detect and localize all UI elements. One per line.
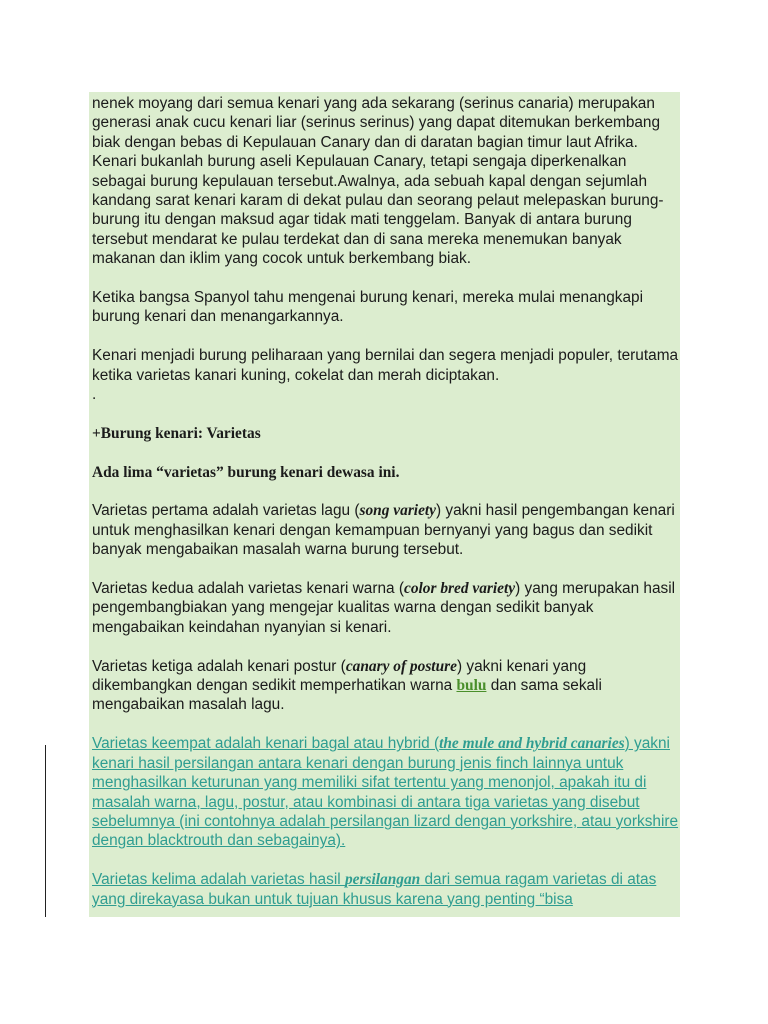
variety-3-text-a: Varietas ketiga adalah kenari postur ( <box>92 657 346 675</box>
variety-5-term: persilangan <box>344 871 421 889</box>
bulu-link[interactable]: bulu <box>456 677 487 695</box>
variety-2-term: color bred variety <box>403 580 516 598</box>
paragraph-variety-5-link[interactable] <box>92 870 680 909</box>
paragraph-spanish: Ketika bangsa Spanyol tahu mengenai burung kenari, mereka mulai menangkapi burung kenari dan menangarkannya. <box>92 289 643 326</box>
section-heading: +Burung kenari: Varietas <box>92 424 261 442</box>
variety-4-term: the mule and hybrid canaries <box>439 735 625 753</box>
variety-5-text-a: Varietas kelima adalah varietas hasil <box>92 871 345 889</box>
paragraph-variety-3 <box>92 657 680 715</box>
stray-period: . <box>92 386 97 404</box>
variety-2-text-b: ) yang merupakan hasil pengembangbiakan yang mengejar kualitas warna dengan sedikit banyak mengabaikan keindahan nyanyian si kenari. <box>92 580 676 636</box>
variety-3-text-c: dan sama sekali mengabaikan masalah lagu. <box>92 677 602 714</box>
paragraph-origin: nenek moyang dari semua kenari yang ada sekarang (serinus canaria) merupakan generasi anak cucu kenari liar (serinus serinus) yang dapat ditemukan berkembang biak dengan bebas di Kepulauan Canary dan di daratan bagian timur laut Afrika. Kenari bukanlah burung aseli Kepulauan Canary, tetapi sengaja diperkenalkan sebagai burung kepulauan tersebut.Awalnya, ada sebuah kapal dengan sejumlah kandang sarat kenari karam di dekat pulau dan seorang pelaut melepaskan burung-burung itu dengan maksud agar tidak mati tenggelam. Banyak di antara burung tersebut mendarat ke pulau terdekat dan di sana mereka menemukan banyak makanan dan iklim yang cocok untuk berkembang biak. <box>92 95 664 268</box>
variety-2-text-a: Varietas kedua adalah varietas kenari warna ( <box>92 580 404 598</box>
paragraph-variety-2 <box>92 579 680 637</box>
section-subheading: Ada lima “varietas” burung kenari dewasa ini. <box>92 463 400 481</box>
paragraph-popularity: Kenari menjadi burung peliharaan yang bernilai dan segera menjadi populer, terutama ketika varietas kanari kuning, cokelat dan merah diciptakan. <box>92 347 679 384</box>
variety-1-term: song variety <box>359 502 437 520</box>
variety-3-text-b: ) yakni kenari yang dikembangkan dengan sedikit memperhatikan warna <box>92 657 587 695</box>
paragraph-variety-4-link[interactable] <box>92 734 680 850</box>
variety-3-term: canary of posture <box>345 657 457 675</box>
variety-1-text-a: Varietas pertama adalah varietas lagu ( <box>92 502 360 520</box>
document-page <box>89 92 680 917</box>
document-body <box>89 92 680 909</box>
variety-4-text-a: Varietas keempat adalah kenari bagal atau hybrid ( <box>92 735 440 753</box>
paragraph-variety-1 <box>92 501 680 559</box>
margin-change-bar <box>45 745 46 917</box>
variety-4-text-b: ) yakni kenari hasil persilangan antara kenari dengan burung jenis finch lainnya untuk menghasilkan keturunan yang memiliki sifat tertentu yang menonjol, apakah itu di masalah warna, lagu, postur, atau kombinasi di antara tiga varietas yang disebut sebelumnya (ini contohnya adalah persilangan lizard dengan yorkshire, atau yorkshire dengan blacktrouth dan sebagainya). <box>92 735 679 850</box>
variety-1-text-b: ) yakni hasil pengembangan kenari untuk menghasilkan kenari dengan kemampuan bernyanyi yang bagus dan sedikit banyak mengabaikan masalah warna burung tersebut. <box>92 502 675 559</box>
variety-5-text-b: dari semua ragam varietas di atas yang direkayasa bukan untuk tujuan khusus karena yang penting “bisa <box>92 871 657 908</box>
